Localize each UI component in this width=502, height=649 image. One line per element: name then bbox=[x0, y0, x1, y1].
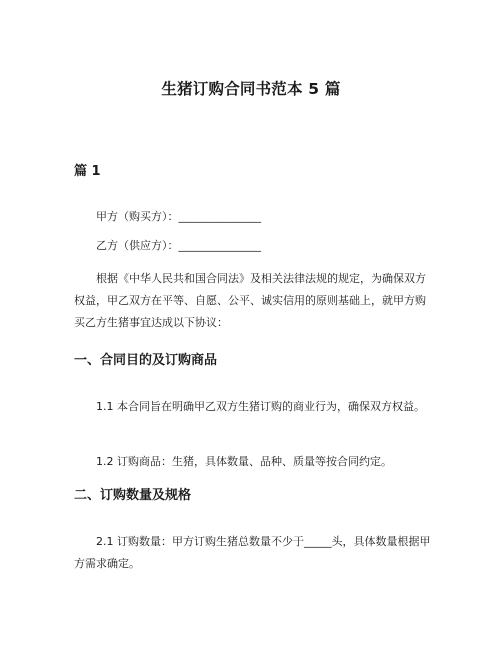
clause-1-2: 1.2 订购商品：生猪，具体数量、品种、质量等按合同约定。 bbox=[96, 455, 392, 468]
section-1-heading: 一、合同目的及订购商品 bbox=[74, 353, 218, 368]
intro-paragraph: 根据《中华人民共和国合同法》及相关法律法规的规定，为确保双方权益，甲乙双方在平等、自愿、公平、诚实信用的原则基础上，就甲方购买乙方生猪事宜达成以下协议： bbox=[74, 272, 426, 329]
clause-2-1: 2.1 订购数量：甲方订购生猪总数量不少于_____头，具体数量根据甲方需求确定。 bbox=[74, 535, 431, 570]
clause-1-1: 1.1 本合同旨在明确甲乙双方生猪订购的商业行为，确保双方权益。 bbox=[96, 400, 425, 413]
part-heading: 篇 1 bbox=[74, 164, 101, 179]
document-title: 生猪订购合同书范本 5 篇 bbox=[161, 80, 341, 98]
party-b-line: 乙方（供应方）：_______________ bbox=[96, 239, 261, 252]
section-2-heading: 二、订购数量及规格 bbox=[74, 488, 192, 503]
party-a-line: 甲方（购买方）：_______________ bbox=[96, 210, 261, 223]
